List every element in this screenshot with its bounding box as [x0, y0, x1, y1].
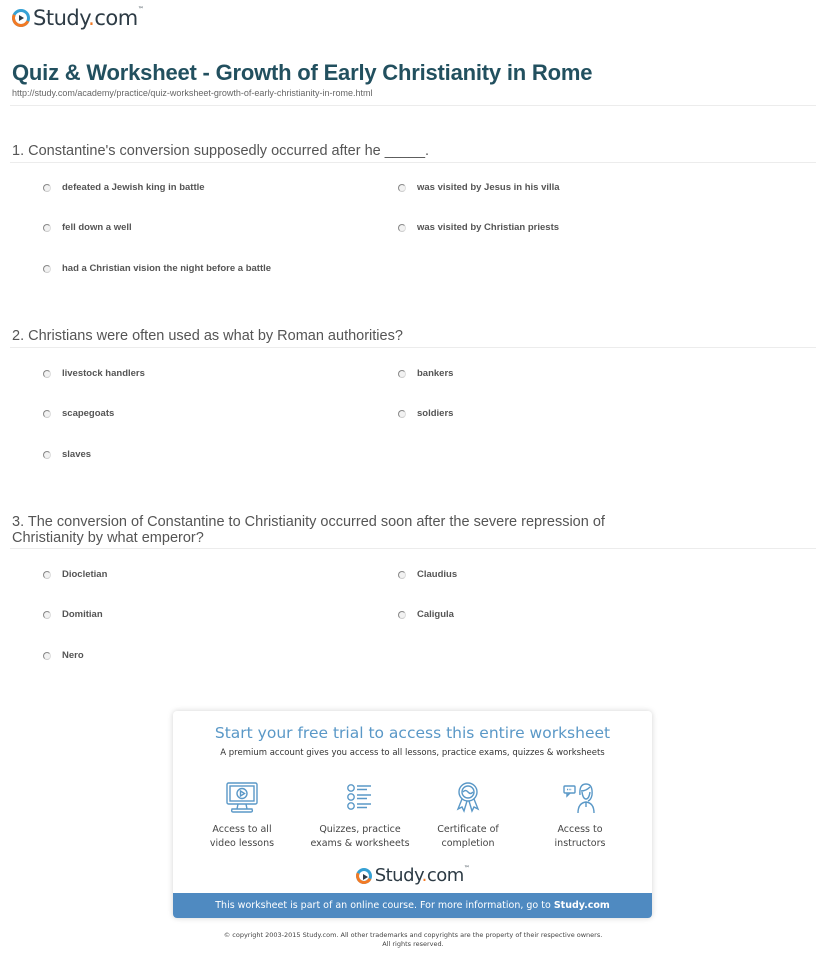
feature-label-line-2: completion — [441, 838, 495, 849]
answer-option[interactable] — [43, 650, 84, 661]
page-title: Quiz & Worksheet - Growth of Early Christianity in Rome — [12, 60, 593, 85]
question-3-divider — [10, 548, 816, 549]
free-trial-card — [173, 711, 652, 918]
study-logo[interactable] — [12, 6, 143, 30]
option-label: fell down a well — [62, 222, 132, 233]
feature-label-line-1: Certificate of — [437, 824, 499, 835]
option-label: Caligula — [417, 609, 454, 620]
option-label: was visited by Jesus in his villa — [417, 182, 560, 193]
radio-button-icon[interactable] — [43, 370, 51, 378]
answer-option[interactable] — [43, 263, 271, 274]
free-trial-title[interactable]: Start your free trial to access this entire worksheet — [214, 724, 611, 742]
feature-label-line-2: instructors — [554, 838, 606, 849]
option-label: was visited by Christian priests — [417, 222, 560, 233]
banner-text: This worksheet is part of an online course. For more information, go to — [215, 900, 554, 911]
page-url[interactable]: http://study.com/academy/practice/quiz-worksheet-growth-of-early-christianity-in-rome.html — [12, 88, 373, 98]
play-logo-icon — [356, 868, 372, 884]
question-3-line-2: Christianity by what emperor? — [12, 530, 204, 546]
option-label: Nero — [62, 650, 84, 661]
feature-label-line-2: video lessons — [209, 838, 275, 849]
option-label: defeated a Jewish king in battle — [62, 182, 205, 193]
radio-button-icon[interactable] — [43, 184, 51, 192]
option-label: livestock handlers — [62, 368, 145, 379]
feature-quizzes — [305, 781, 415, 851]
certificate-icon — [450, 781, 486, 815]
copyright-line-1: © copyright 2003-2015 Study.com. All other trademarks and copyrights are the property of their respective owners. — [223, 931, 603, 939]
radio-button-icon[interactable] — [398, 370, 406, 378]
question-3-line-1: 3. The conversion of Constantine to Christianity occurred soon after the severe repression of — [12, 514, 605, 530]
radio-button-icon[interactable] — [43, 410, 51, 418]
radio-button-icon[interactable] — [43, 265, 51, 273]
radio-button-icon[interactable] — [398, 184, 406, 192]
radio-button-icon[interactable] — [43, 451, 51, 459]
radio-button-icon[interactable] — [398, 571, 406, 579]
radio-button-icon[interactable] — [43, 611, 51, 619]
option-label: bankers — [417, 368, 454, 379]
play-logo-icon — [12, 9, 30, 27]
study-com-link[interactable]: Study.com — [553, 900, 610, 911]
answer-option[interactable] — [398, 569, 457, 580]
radio-button-icon[interactable] — [398, 410, 406, 418]
feature-label-line-2: exams & worksheets — [310, 838, 410, 849]
copyright-line-2: All rights reserved. — [382, 940, 444, 948]
option-label: Domitian — [62, 609, 103, 620]
radio-button-icon[interactable] — [43, 224, 51, 232]
video-lesson-icon — [224, 781, 260, 815]
option-label: slaves — [62, 449, 92, 460]
radio-button-icon[interactable] — [398, 611, 406, 619]
answer-option[interactable] — [398, 408, 453, 419]
study-logo-card[interactable] — [173, 865, 652, 886]
header-divider — [10, 105, 816, 106]
instructor-icon — [562, 781, 598, 815]
copyright-footer — [0, 931, 826, 949]
answer-option[interactable] — [43, 222, 132, 233]
radio-button-icon[interactable] — [398, 224, 406, 232]
answer-option[interactable] — [398, 368, 453, 379]
option-label: Diocletian — [62, 569, 108, 580]
question-1-text: 1. Constantine's conversion supposedly occurred after he _____. — [12, 143, 430, 159]
answer-option[interactable] — [43, 182, 205, 193]
feature-video-lessons — [187, 781, 297, 851]
radio-button-icon[interactable] — [43, 571, 51, 579]
option-label: soldiers — [417, 408, 454, 419]
question-1-divider — [10, 162, 816, 163]
radio-button-icon[interactable] — [43, 652, 51, 660]
answer-option[interactable] — [43, 408, 114, 419]
free-trial-subtitle: A premium account gives you access to all lessons, practice exams, quizzes & worksheets — [220, 748, 605, 758]
course-info-banner[interactable] — [173, 893, 652, 918]
logo-wordmark: Study.com™ — [374, 865, 470, 886]
question-2-text: 2. Christians were often used as what by Roman authorities? — [12, 328, 403, 344]
option-label: scapegoats — [62, 408, 115, 419]
answer-option[interactable] — [43, 569, 107, 580]
feature-label-line-1: Access to all — [212, 824, 272, 835]
feature-instructors — [525, 781, 635, 851]
feature-label-line-1: Access to — [557, 824, 603, 835]
answer-option[interactable] — [43, 368, 145, 379]
answer-option[interactable] — [398, 222, 559, 233]
question-3-text — [12, 514, 605, 546]
feature-certificate — [413, 781, 523, 851]
answer-option[interactable] — [398, 609, 454, 620]
quiz-list-icon — [342, 781, 378, 815]
feature-label-line-1: Quizzes, practice — [319, 824, 401, 835]
answer-option[interactable] — [43, 449, 91, 460]
option-label: Claudius — [417, 569, 458, 580]
answer-option[interactable] — [43, 609, 103, 620]
question-2-divider — [10, 347, 816, 348]
answer-option[interactable] — [398, 182, 560, 193]
option-label: had a Christian vision the night before a battle — [62, 263, 272, 274]
logo-wordmark: Study.com™ — [33, 6, 144, 30]
